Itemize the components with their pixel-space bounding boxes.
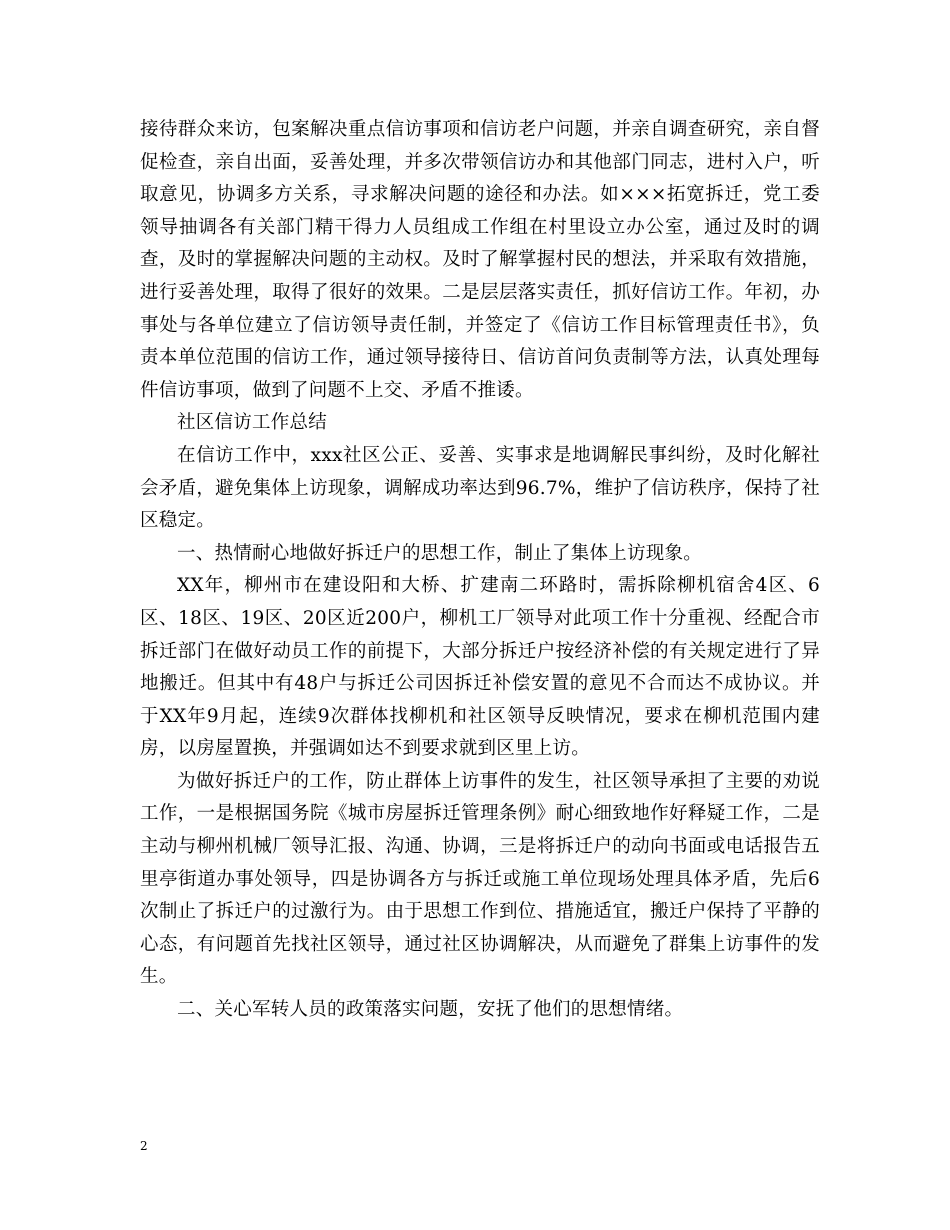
paragraph-continued: 接待群众来访，包案解决重点信访事项和信访老户问题，并亲自调查研究，亲自督促检查，亲自出面，妥善处理，并多次带领信访办和其他部门同志，进村入户，听取意见，协调多方关系，寻求解决问题的途径和办法。如×××拓宽拆迁，党工委领导抽调各有关部门精干得力人员组成工作组在村里设立办公室，通过及时的调查，及时的掌握解决问题的主动权。及时了解掌握村民的想法，并采取有效措施，进行妥善处理，取得了很好的效果。二是层层落实责任，抓好信访工作。年初，办事处与各单位建立了信访领导责任制，并签定了《信访工作目标管理责任书》，负责本单位范围的信访工作，通过领导接待日、信访首问负责制等方法，认真处理每件信访事项，做到了问题不上交、矛盾不推诿。 (140, 119, 820, 401)
page-number: 2 (140, 1139, 148, 1153)
paragraph: 为做好拆迁户的工作，防止群体上访事件的发生，社区领导承担了主要的劝说工作，一是根据国务院《城市房屋拆迁管理条例》耐心细致地作好释疑工作，二是主动与柳州机械厂领导汇报、沟通、协调，三是将拆迁户的动向书面或电话报告五里亭街道办事处领导，四是协调各方与拆迁或施工单位现场处理具体矛盾，先后6次制止了拆迁户的过激行为。由于思想工作到位、措施适宜，搬迁户保持了平静的心态，有问题首先找社区领导，通过社区协调解决，从而避免了群集上访事件的发生。 (140, 770, 820, 988)
document-body (140, 114, 820, 1027)
paragraph: XX年，柳州市在建设阳和大桥、扩建南二环路时，需拆除柳机宿舍4区、6区、18区、19区、20区近200户，柳机工厂领导对此项工作十分重视、经配合市拆迁部门在做好动员工作的前提下，大部分拆迁户按经济补偿的有关规定进行了异地搬迁。但其中有48户与拆迁公司因拆迁补偿安置的意见不合而达不成协议。并于XX年9月起，连续9次群体找柳机和社区领导反映情况，要求在柳机范围内建房，以房屋置换，并强调如达不到要求就到区里上访。 (140, 575, 820, 760)
paragraph: 在信访工作中，xxx社区公正、妥善、实事求是地调解民事纠纷，及时化解社会矛盾，避免集体上访现象，调解成功率达到96.7%，维护了信访秩序，保持了社区稳定。 (140, 444, 820, 532)
subheading: 二、关心军转人员的政策落实问题，安抚了他们的思想情绪。 (177, 999, 684, 1021)
subheading: 一、热情耐心地做好拆迁户的思想工作，制止了集体上访现象。 (177, 542, 703, 564)
section-heading: 社区信访工作总结 (177, 412, 328, 434)
